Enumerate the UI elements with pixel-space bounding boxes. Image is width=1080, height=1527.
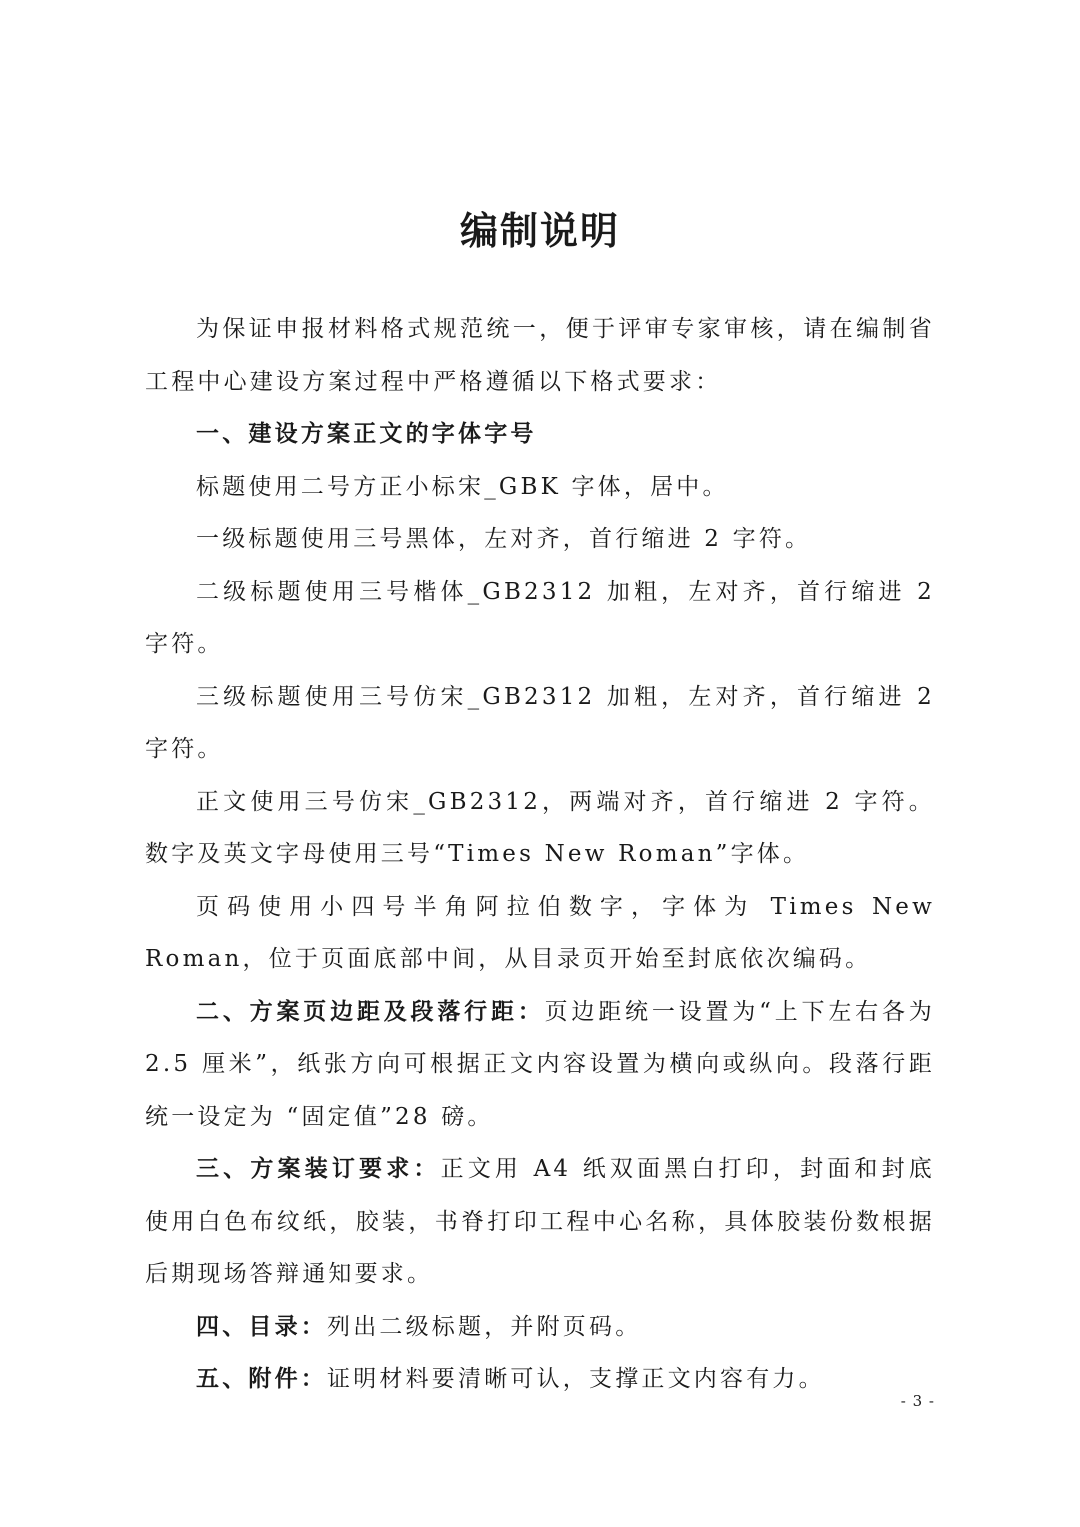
page-number: - 3 - [900,1392,935,1410]
section-3-paragraph [145,1143,935,1301]
section-1-item: 二级标题使用三号楷体_GB2312 加粗，左对齐，首行缩进 2 字符。 [145,578,935,657]
section-5-paragraph [145,1353,935,1406]
section-1-item: 正文使用三号仿宋_GB2312，两端对齐，首行缩进 2 字符。数字及英文字母使用三号“Times New Roman”字体。 [145,788,935,867]
section-4-paragraph [145,1301,935,1354]
section-1-item: 页码使用小四号半角阿拉伯数字，字体为 Times New Roman，位于页面底部中间，从目录页开始至封底依次编码。 [145,893,935,972]
section-1-item: 一级标题使用三号黑体，左对齐，首行缩进 2 字符。 [196,526,812,552]
intro-paragraph: 为保证申报材料格式规范统一，便于评审专家审核，请在编制省工程中心建设方案过程中严格遵循以下格式要求： [145,316,935,395]
section-4-text: 列出二级标题，并附页码。 [327,1313,642,1340]
section-1-heading: 一、建设方案正文的字体字号 [196,421,537,447]
section-5-text: 证明材料要清晰可认，支撑正文内容有力。 [327,1366,825,1392]
section-2-text: 页边距统一设置为“上下左右各为 2.5 厘米”，纸张方向可根据正文内容设置为横向或纵向。段落行距统一设定为 “固定值”28 磅。 [145,998,935,1130]
section-5-heading: 五、附件： [196,1366,327,1392]
section-3-text: 正文用 A4 纸双面黑白打印，封面和封底使用白色布纹纸，胶装，书脊打印工程中心名称，具体胶装份数根据后期现场答辩通知要求。 [145,1156,935,1287]
section-2-heading: 二、方案页边距及段落行距： [196,998,545,1025]
section-2-paragraph [145,986,935,1144]
section-3-heading: 三、方案装订要求： [196,1156,441,1182]
page-title: 编制说明 [459,209,620,253]
document-body [145,303,935,1406]
section-4-heading: 四、目录： [196,1313,327,1340]
section-1-item: 标题使用二号方正小标宋_GBK 字体，居中。 [196,473,729,500]
section-1-item: 三级标题使用三号仿宋_GB2312 加粗，左对齐，首行缩进 2 字符。 [145,683,935,762]
